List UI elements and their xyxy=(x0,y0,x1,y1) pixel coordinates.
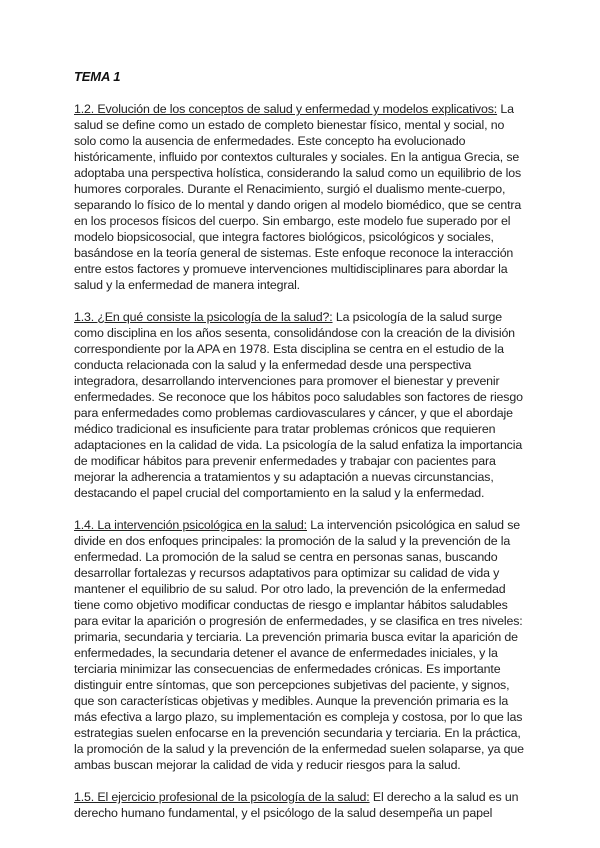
section-1-5 xyxy=(74,789,529,821)
section-body: La psicología de la salud surge como disciplina en los años sesenta, consolidándose con la creación de la división correspondiente por la APA en 1978. Esta disciplina se centra en el estudio de la conducta relacionada con la salud y la enfermedad desde una perspectiva integradora, desarrollando intervenciones para promover el bienestar y prevenir enfermedades. Se reconoce que los hábitos poco saludables son factores de riesgo para enfermedades como problemas cardiovasculares y cáncer, y que el abordaje médico tradicional es insuficiente para tratar problemas crónicos que requieren adaptaciones en la calidad de vida. La psicología de la salud enfatiza la importancia de modificar hábitos para prevenir enfermedades y trabajar con pacientes para mejorar la adherencia a tratamientos y su adaptación a nuevas circunstancias, destacando el papel crucial del comportamiento en la salud y la enfermedad. xyxy=(74,310,523,500)
section-body: La intervención psicológica en salud se divide en dos enfoques principales: la promoción de la salud y la prevención de la enfermedad. La promoción de la salud se centra en personas sanas, buscando desarrollar fortalezas y recursos adaptativos para optimizar su calidad de vida y mantener el equilibrio de su salud. Por otro lado, la prevención de la enfermedad tiene como objetivo modificar conductas de riesgo e implantar hábitos saludables para evitar la aparición o progresión de enfermedades, y se clasifica en tres niveles: primaria, secundaria y terciaria. La prevención primaria busca evitar la aparición de enfermedades, la secundaria detener el avance de enfermedades iniciales, y la terciaria minimizar las consecuencias de enfermedades crónicas. Es importante distinguir entre síntomas, que son percepciones subjetivas del paciente, y signos, que son características objetivas y medibles. Aunque la prevención primaria es la más efectiva a largo plazo, su implementación es compleja y costosa, por lo que las estrategias suelen enfocarse en la prevención secundaria y terciaria. En la práctica, la promoción de la salud y la prevención de la enfermedad suelen solaparse, ya que ambas buscan mejorar la calidad de vida y reducir riesgos para la salud. xyxy=(74,518,524,772)
section-body: La salud se define como un estado de completo bienestar físico, mental y social, no solo como la ausencia de enfermedades. Este concepto ha evolucionado históricamente, influido por contextos culturales y sociales. En la antigua Grecia, se adoptaba una perspectiva holística, considerando la salud como un equilibrio de los humores corporales. Durante el Renacimiento, surgió el dualismo mente-cuerpo, separando lo físico de lo mental y dando origen al modelo biomédico, que se centra en los procesos físicos del cuerpo. Sin embargo, este modelo fue superado por el modelo biopsicosocial, que integra factores biológicos, psicológicos y sociales, basándose en la teoría general de sistemas. Este enfoque reconoce la interacción entre estos factores y promueve intervenciones multidisciplinares para abordar la salud y la enfermedad de manera integral. xyxy=(74,102,522,292)
section-heading: 1.4. La intervención psicológica en la salud: xyxy=(74,518,307,532)
document-title: TEMA 1 xyxy=(74,69,121,84)
section-body: El derecho a la salud es un derecho humano fundamental, y el psicólogo de la salud desempeña un papel xyxy=(74,790,519,820)
section-heading: 1.5. El ejercicio profesional de la psicología de la salud: xyxy=(74,790,370,804)
section-1-2 xyxy=(74,101,529,293)
section-1-4 xyxy=(74,517,529,773)
document-content xyxy=(74,69,529,837)
section-heading: 1.2. Evolución de los conceptos de salud y enfermedad y modelos explicativos: xyxy=(74,102,498,116)
section-heading: 1.3. ¿En qué consiste la psicología de la salud?: xyxy=(74,310,333,324)
section-1-3 xyxy=(74,309,529,501)
